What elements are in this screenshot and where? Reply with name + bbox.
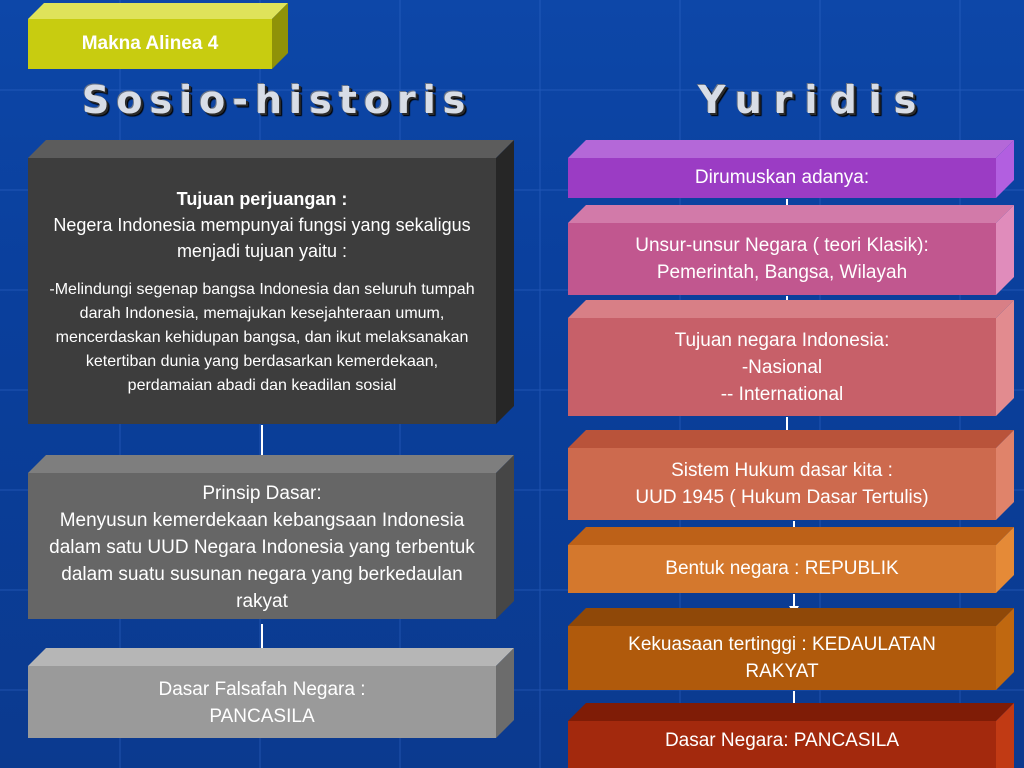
right-box-3-item-2: -- International	[720, 383, 844, 405]
right-box-3-title: Tujuan negara Indonesia:	[674, 329, 890, 351]
left-box-1-text: Negera Indonesia mempunyai fungsi yang sekaligus menjadi tujuan yaitu :	[53, 215, 471, 261]
right-box-2-title: Unsur-unsur Negara ( teori Klasik):	[635, 235, 929, 256]
left-box-3-text: PANCASILA	[209, 706, 315, 727]
right-box-2-text: Pemerintah, Bangsa, Wilayah	[656, 262, 908, 283]
left-box-1	[30, 160, 494, 424]
title-badge-label: Makna Alinea 4	[81, 33, 219, 54]
right-box-4-text: UUD 1945 ( Hukum Dasar Tertulis)	[635, 487, 929, 508]
left-box-2-title: Prinsip Dasar:	[202, 482, 322, 504]
left-box-3	[30, 668, 494, 738]
right-box-6	[568, 626, 996, 690]
right-box-1-text: Dirumuskan adanya:	[694, 167, 870, 188]
right-heading: Yuridis	[698, 78, 929, 122]
right-box-3-item-1: -Nasional	[741, 356, 823, 378]
right-box-4-title: Sistem Hukum dasar kita :	[671, 460, 893, 481]
left-box-3-title: Dasar Falsafah Negara :	[158, 679, 366, 700]
right-box-5	[568, 545, 996, 593]
right-box-6-text: Kekuasaan tertinggi : KEDAULATAN RAKYAT	[628, 634, 936, 682]
right-box-7-text: Dasar Negara: PANCASILA	[664, 730, 900, 751]
left-box-2	[30, 475, 494, 619]
right-box-4	[568, 448, 996, 520]
left-heading: Sosio-historis	[82, 78, 473, 122]
left-box-2-text: Menyusun kemerdekaan kebangsaan Indonesia dalam satu UUD Negara Indonesia yang terbentuk dalam suatu susunan negara yang berkedaulan rakyat	[49, 509, 475, 612]
left-box-1-detail: -Melindungi segenap bangsa Indonesia dan seluruh tumpah darah Indonesia, memajukan kesejahteraan umum, mencerdaskan kehidupan bangsa, dan ikut melaksanakan ketertiban dunia yang berdasarkan kemerdekaan, perdamaian abadi dan keadilan sosial	[49, 281, 475, 394]
right-box-1	[568, 158, 996, 198]
left-box-1-title: Tujuan perjuangan :	[176, 189, 348, 209]
right-box-3	[568, 318, 996, 416]
right-box-7	[568, 719, 996, 763]
right-box-2	[568, 223, 996, 295]
right-box-5-text: Bentuk negara : REPUBLIK	[665, 558, 899, 579]
